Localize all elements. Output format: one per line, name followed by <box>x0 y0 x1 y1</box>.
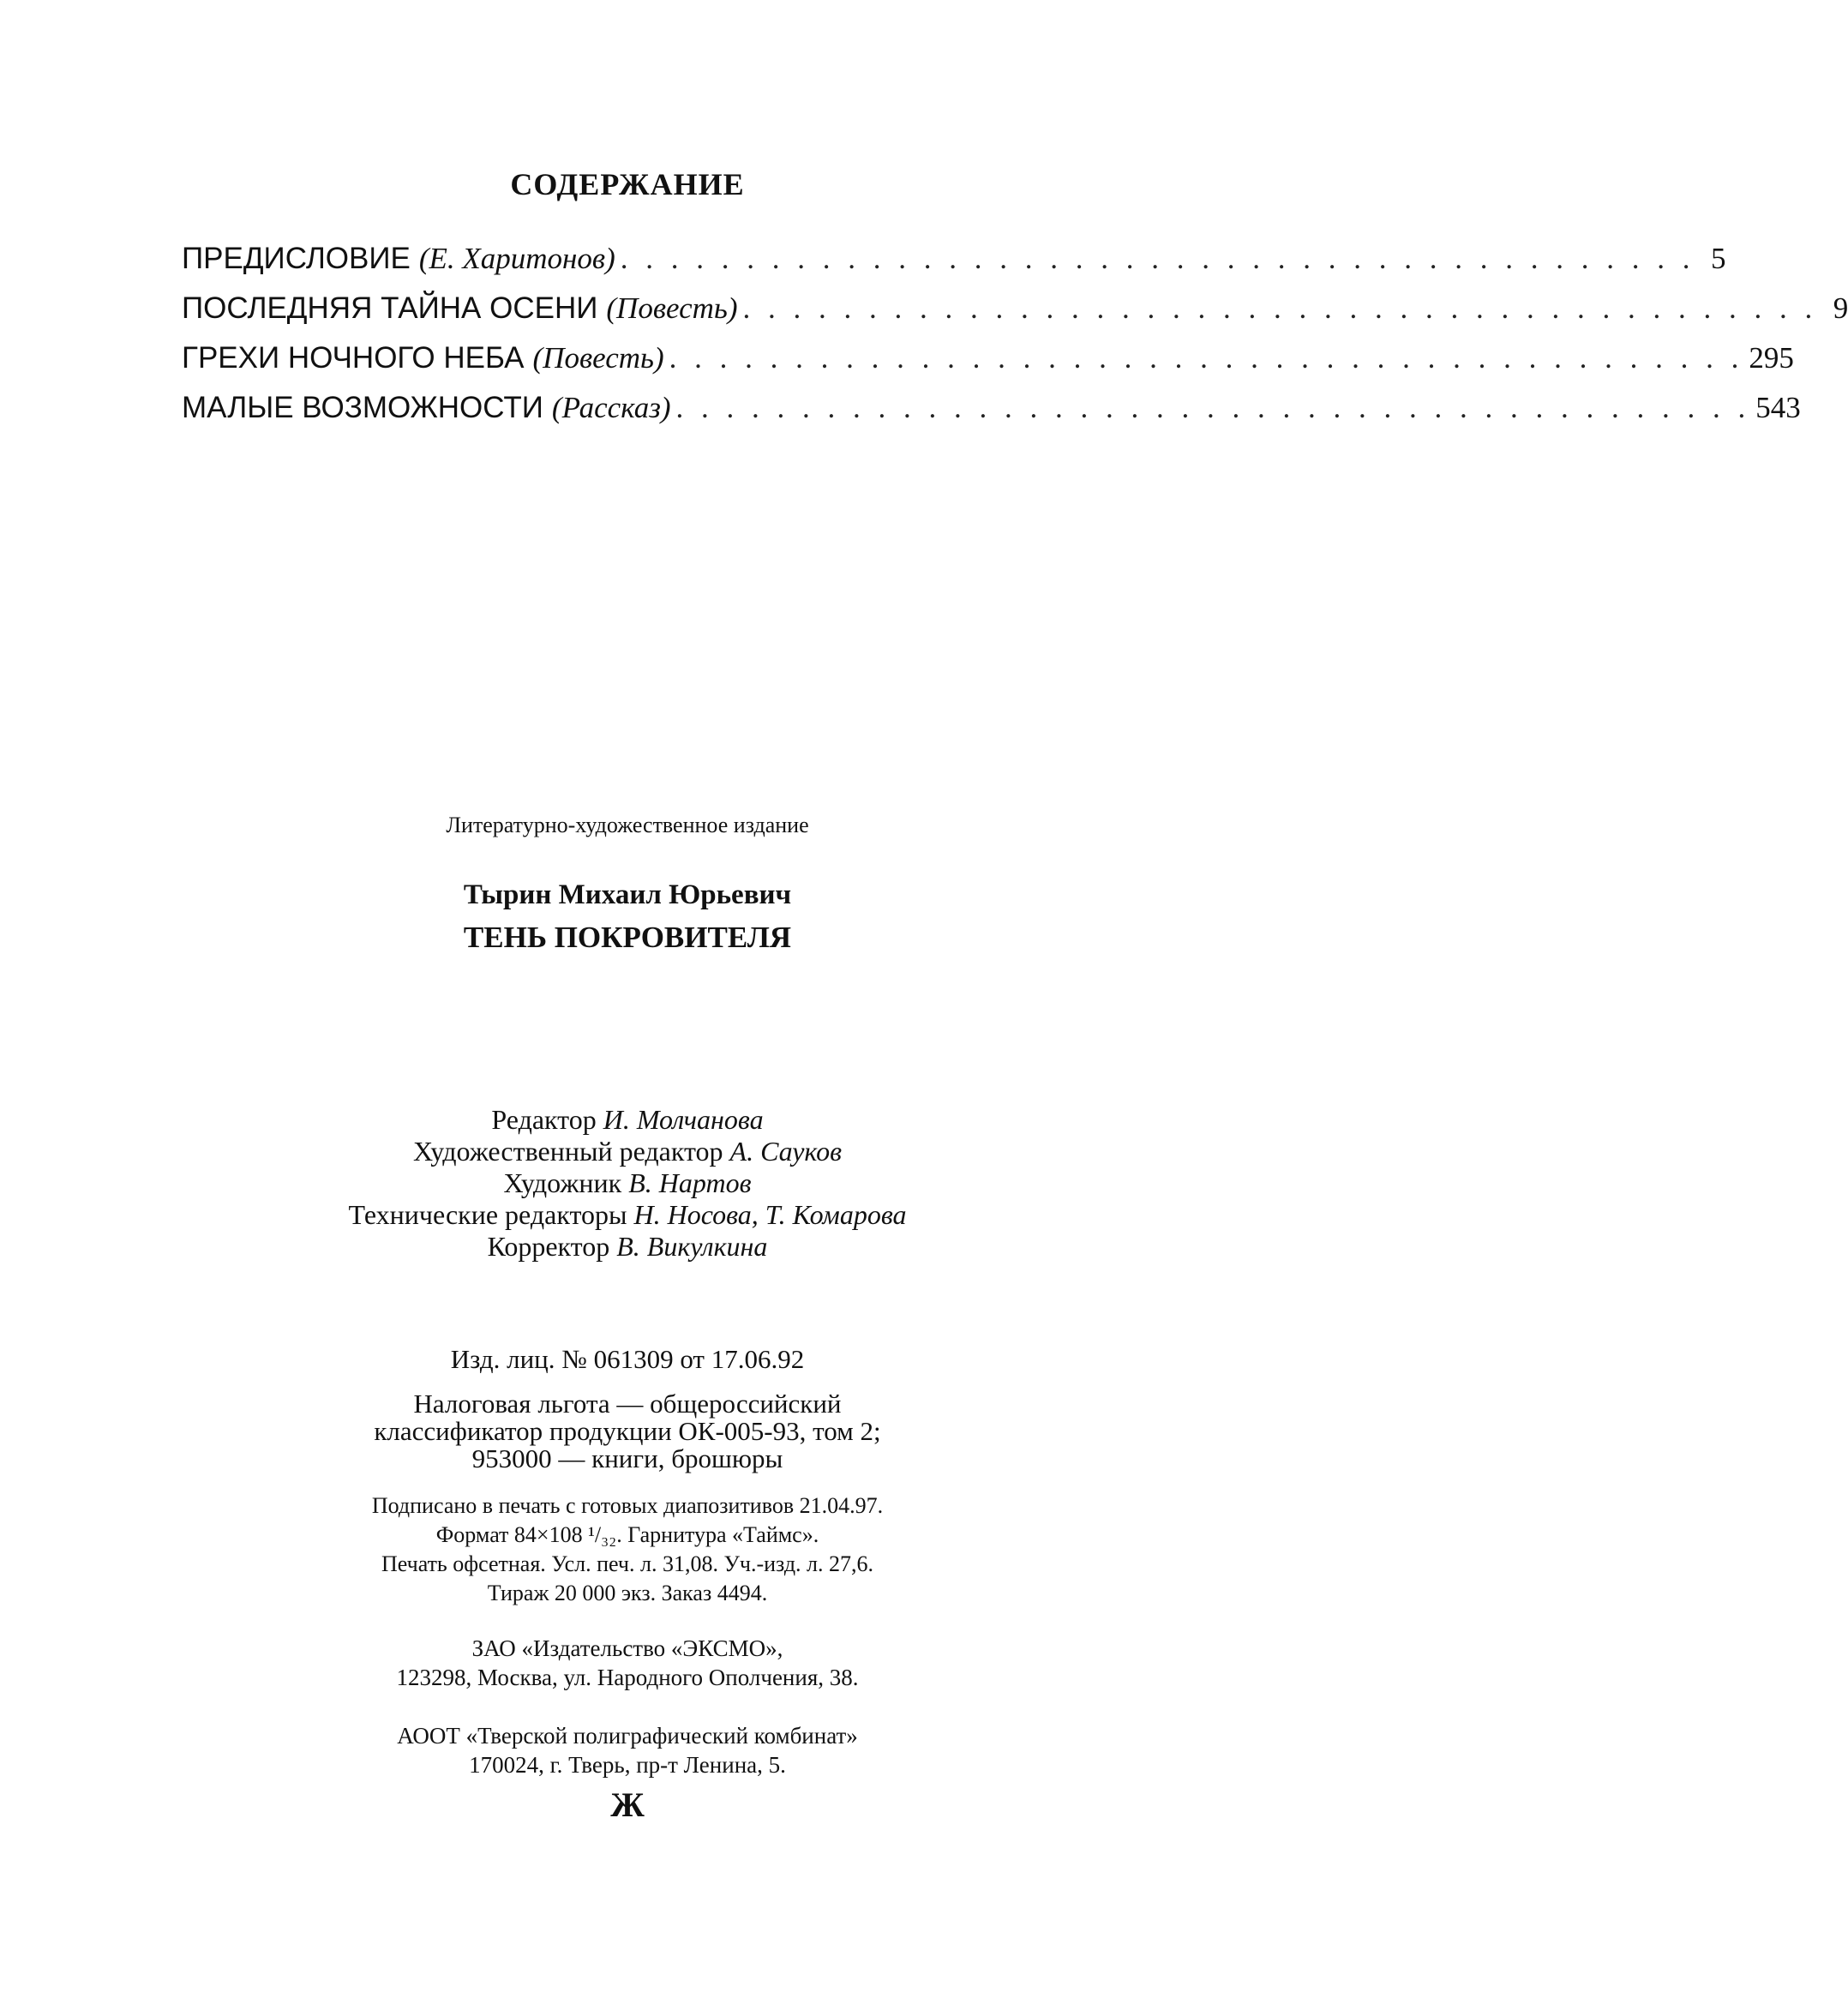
book-title: ТЕНЬ ПОКРОВИТЕЛЯ <box>463 921 792 954</box>
toc-entry-note: (Повесть) <box>606 291 738 325</box>
printer-address <box>0 1721 1255 1779</box>
publishing-license: Изд. лиц. № 061309 от 17.06.92 <box>450 1344 805 1374</box>
printer-line: АООТ «Тверской полиграфический комбинат» <box>397 1723 858 1749</box>
printer-logo-icon: Ж <box>610 1785 645 1824</box>
toc-entry-page: 9 <box>1833 291 1848 325</box>
edition-genre: Литературно-художественное издание <box>446 813 809 837</box>
toc-leader-dots: . . . . . . . . . . . . . . . . . . . . . . . . . . . . . . . . . . . . . . . . . . . <box>742 291 1818 325</box>
print-details <box>0 1491 1255 1608</box>
print-line: Подписано в печать с готовых диапозитивов 21.04.97. <box>371 1493 884 1518</box>
credit-role: Редактор <box>491 1104 597 1135</box>
toc-entry <box>182 341 1794 391</box>
toc-entry-note: (Повесть) <box>532 341 664 375</box>
credit-role: Технические редакторы <box>348 1199 627 1230</box>
toc-entry-title: МАЛЫЕ ВОЗМОЖНОСТИ <box>182 391 543 424</box>
credit-line <box>0 1231 1255 1263</box>
toc-leader-dots: . . . . . . . . . . . . . . . . . . . . . . . . . . . . . . . . . . . . . . . . . . . <box>620 242 1695 275</box>
toc-entry-title: ГРЕХИ НОЧНОГО НЕБА <box>182 341 525 375</box>
credit-person: И. Молчанова <box>603 1104 764 1135</box>
toc-entry <box>182 391 1801 441</box>
credit-person: В. Нартов <box>628 1167 752 1198</box>
credit-role: Художник <box>503 1167 622 1198</box>
toc-entry <box>182 291 1848 341</box>
credit-line <box>0 1104 1255 1136</box>
toc-heading: СОДЕРЖАНИЕ <box>510 167 745 201</box>
tax-line: Налоговая льгота — общероссийский <box>413 1389 842 1419</box>
credit-role: Корректор <box>487 1231 610 1262</box>
table-of-contents <box>182 242 1848 441</box>
publisher-line: ЗАО «Издательство «ЭКСМО», <box>471 1635 783 1661</box>
publisher-line: 123298, Москва, ул. Народного Ополчения, 38. <box>396 1665 859 1690</box>
toc-entry-page: 5 <box>1711 242 1726 275</box>
credit-person: А. Сауков <box>729 1136 843 1167</box>
credit-role: Художественный редактор <box>412 1136 723 1167</box>
print-line: Формат 84×108 ¹/₃₂. Гарнитура «Таймс». <box>435 1522 819 1547</box>
print-line: Печать офсетная. Усл. печ. л. 31,08. Уч.-изд. л. 27,6. <box>381 1551 874 1576</box>
toc-entry <box>182 242 1726 291</box>
credit-line <box>0 1136 1255 1167</box>
toc-entry-page: 543 <box>1755 391 1801 424</box>
toc-entry-note: (Е. Харитонов) <box>418 242 615 275</box>
toc-entry-note: (Рассказ) <box>551 391 671 424</box>
credits-block <box>0 1104 1255 1263</box>
tax-line: 953000 — книги, брошюры <box>471 1443 783 1473</box>
print-line: Тираж 20 000 экз. Заказ 4494. <box>487 1581 768 1605</box>
credit-line <box>0 1199 1255 1231</box>
toc-leader-dots: . . . . . . . . . . . . . . . . . . . . . . . . . . . . . . . . . . . . . . . . . . . <box>669 341 1744 375</box>
credit-person: В. Викулкина <box>616 1231 768 1262</box>
toc-entry-title: ПОСЛЕДНЯЯ ТАЙНА ОСЕНИ <box>182 291 598 325</box>
publisher-address <box>0 1634 1255 1692</box>
tax-line: классификатор продукции ОК-005-93, том 2; <box>374 1416 881 1446</box>
credit-person: Н. Носова, Т. Комарова <box>633 1199 907 1230</box>
printer-line: 170024, г. Тверь, пр-т Ленина, 5. <box>469 1752 786 1778</box>
author-name: Тырин Михаил Юрьевич <box>463 879 792 910</box>
toc-entry-page: 295 <box>1749 341 1794 375</box>
toc-leader-dots: . . . . . . . . . . . . . . . . . . . . . . . . . . . . . . . . . . . . . . . . . . . <box>675 391 1751 424</box>
tax-classification <box>0 1390 1255 1473</box>
credit-line <box>0 1167 1255 1199</box>
toc-entry-title: ПРЕДИСЛОВИЕ <box>182 242 411 275</box>
